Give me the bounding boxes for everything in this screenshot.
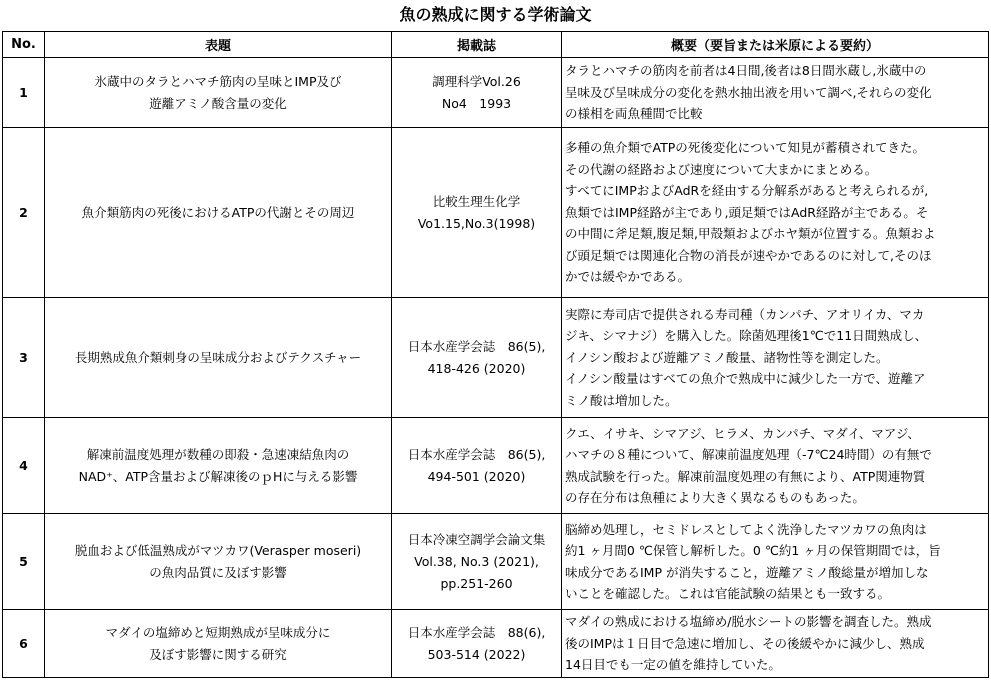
journal-line: 日本水産学会誌 86(5), [407, 446, 546, 462]
journal-cell [392, 298, 562, 418]
journal-cell [392, 514, 562, 610]
journal-cell [392, 418, 562, 514]
summary-line: の中間に斧足類,腹足類,甲殻類およびホヤ類が位置する。魚類およ [565, 226, 936, 242]
header-title: 表題 [45, 32, 392, 58]
summary-line: の存在分布は魚種により大きく異なるものもあった。 [565, 490, 865, 505]
header-summary: 概要（要旨または米原による要約） [562, 32, 989, 58]
paper-title-line: 氷蔵中のタラとハマチ筋肉の呈味とIMP及び [94, 73, 342, 89]
summary-line: 熟成試験を行った。解凍前温度処理の有無により、ATP関連物質 [565, 468, 926, 484]
summary-line: クエ、イサキ、シマアジ、ヒラメ、カンパチ、マダイ、マアジ、 [565, 425, 920, 441]
summary-line: 約1 ヶ月間0 ℃保管し解析した。0 ℃約1 ヶ月の保管期間では，旨 [565, 543, 941, 558]
table-row [3, 58, 989, 128]
journal-line: 日本冷凍空調学会論文集 [407, 531, 546, 547]
journal-line: 比較生理生化学 [432, 193, 521, 209]
paper-title [45, 610, 392, 678]
table-row [3, 418, 989, 514]
summary-line: ミノ酸は増加した。 [565, 392, 678, 408]
summary-line: かでは緩やかである。 [565, 269, 691, 285]
paper-title [45, 298, 392, 418]
header-no: No. [3, 32, 45, 58]
summary-line: すべてにIMPおよびAdRを経由する分解系があると考えられるが, [565, 183, 929, 199]
journal-line: pp.251-260 [440, 575, 513, 591]
summary-line: イノシン酸量はすべての魚介で熟成中に減少した一方で、遊離ア [565, 371, 926, 387]
row-number: 2 [3, 128, 45, 298]
table-row [3, 610, 989, 678]
row-number: 4 [3, 418, 45, 514]
journal-line: No4 1993 [441, 95, 512, 111]
header-row [3, 32, 989, 58]
journal-line: 418-426 (2020) [427, 360, 526, 376]
journal-line: 503-514 (2022) [427, 646, 526, 662]
summary-line: 14日目でも一定の値を維持していた。 [565, 657, 781, 673]
paper-title-line: 脱血および低温熟成がマツカワ(Verasper moseri) [74, 542, 362, 558]
summary-line: 呈味及び呈味成分の変化を熱水抽出液を用いて調べ,それらの変化 [565, 84, 932, 100]
header-journal: 掲載誌 [392, 32, 562, 58]
journal-cell [392, 610, 562, 678]
journal-cell [392, 128, 562, 298]
journal-line: Vol.38, No.3 (2021), [414, 553, 539, 569]
summary-line: 後のIMPは１日目で急速に増加し、その後緩やかに減少し、熟成 [565, 635, 925, 651]
journal-line: 調理科学Vol.26 [432, 73, 521, 89]
summary-line: び頭足類では関連化合物の消長が速やかであるのに対して,そのほ [565, 247, 932, 263]
summary-line: その代謝の経路および速度について大まかにまとめる。 [565, 161, 878, 177]
summary-line: 実際に寿司店で提供される寿司種（カンパチ、アオリイカ、マカ [565, 306, 925, 322]
summary-line: 魚類ではIMP経路が主であり,頭足類ではAdR経路が主である。そ [565, 204, 929, 220]
paper-title [45, 418, 392, 514]
summary-line: 多種の魚介類でATPの死後変化について知見が蓄積されてきた。 [565, 140, 926, 156]
paper-title-line: の魚肉品質に及ぼす影響 [149, 564, 287, 580]
row-number: 1 [3, 58, 45, 128]
journal-line: Vo1.15,No.3(1998) [417, 215, 536, 231]
summary-cell [562, 298, 989, 418]
row-number: 6 [3, 610, 45, 678]
paper-title-line: 解凍前温度処理が数種の即殺・急速凍結魚肉の [86, 446, 350, 462]
summary-line: ジキ、シマナジ）を購入した。除菌処理後1℃で11日間熟成し、 [565, 328, 928, 344]
paper-title-line: 遊離アミノ酸含量の変化 [149, 95, 287, 111]
table-row [3, 298, 989, 418]
summary-line: イノシン酸および遊離アミノ酸量、諸物性等を測定した。 [565, 349, 889, 365]
summary-cell [562, 58, 989, 128]
paper-title [45, 128, 392, 298]
summary-cell [562, 128, 989, 298]
journal-line: 日本水産学会誌 86(5), [407, 338, 546, 354]
summary-cell [562, 418, 989, 514]
summary-line: 味成分であるIMP が消失すること，遊離アミノ酸総量が増加しな [565, 564, 929, 580]
summary-line: いことを確認した。これは官能試験の結果とも一致する。 [565, 586, 891, 601]
table-row [3, 128, 989, 298]
summary-line: マダイの熟成における塩締め/脱水シートの影響を調査した。熟成 [565, 614, 932, 630]
summary-line: 脳締め処理し，セミドレスとしてよく洗浄したマツカワの魚肉は [565, 521, 927, 537]
summary-line: タラとハマチの筋肉を前者は4日間,後者は8日間氷蔵し,氷蔵中の [565, 63, 927, 79]
papers-table [2, 31, 989, 678]
summary-cell [562, 610, 989, 678]
table-row [3, 514, 989, 610]
paper-title-line: 及ぼす影響に関する研究 [149, 646, 287, 662]
paper-title-line: マダイの塩締めと短期熟成が呈味成分に [105, 624, 331, 640]
summary-line: ハマチの８種について、解凍前温度処理（-7℃24時間）の有無で [565, 447, 932, 462]
journal-cell [392, 58, 562, 128]
journal-line: 494-501 (2020) [427, 468, 526, 484]
paper-title-line: 長期熟成魚介類刺身の呈味成分およびテクスチャー [74, 349, 362, 365]
paper-title-line: NAD⁺、ATP含量および解凍後のｐHに与える影響 [78, 468, 358, 484]
document-title: 魚の熟成に関する学術論文 [399, 5, 592, 24]
journal-line: 日本水産学会誌 88(6), [407, 624, 546, 640]
paper-title [45, 514, 392, 610]
row-number: 5 [3, 514, 45, 610]
summary-line: の様相を両魚種間で比較 [565, 106, 703, 122]
paper-title [45, 58, 392, 128]
row-number: 3 [3, 298, 45, 418]
summary-cell [562, 514, 989, 610]
paper-title-line: 魚介類筋肉の死後におけるATPの代謝とその周辺 [81, 204, 355, 220]
